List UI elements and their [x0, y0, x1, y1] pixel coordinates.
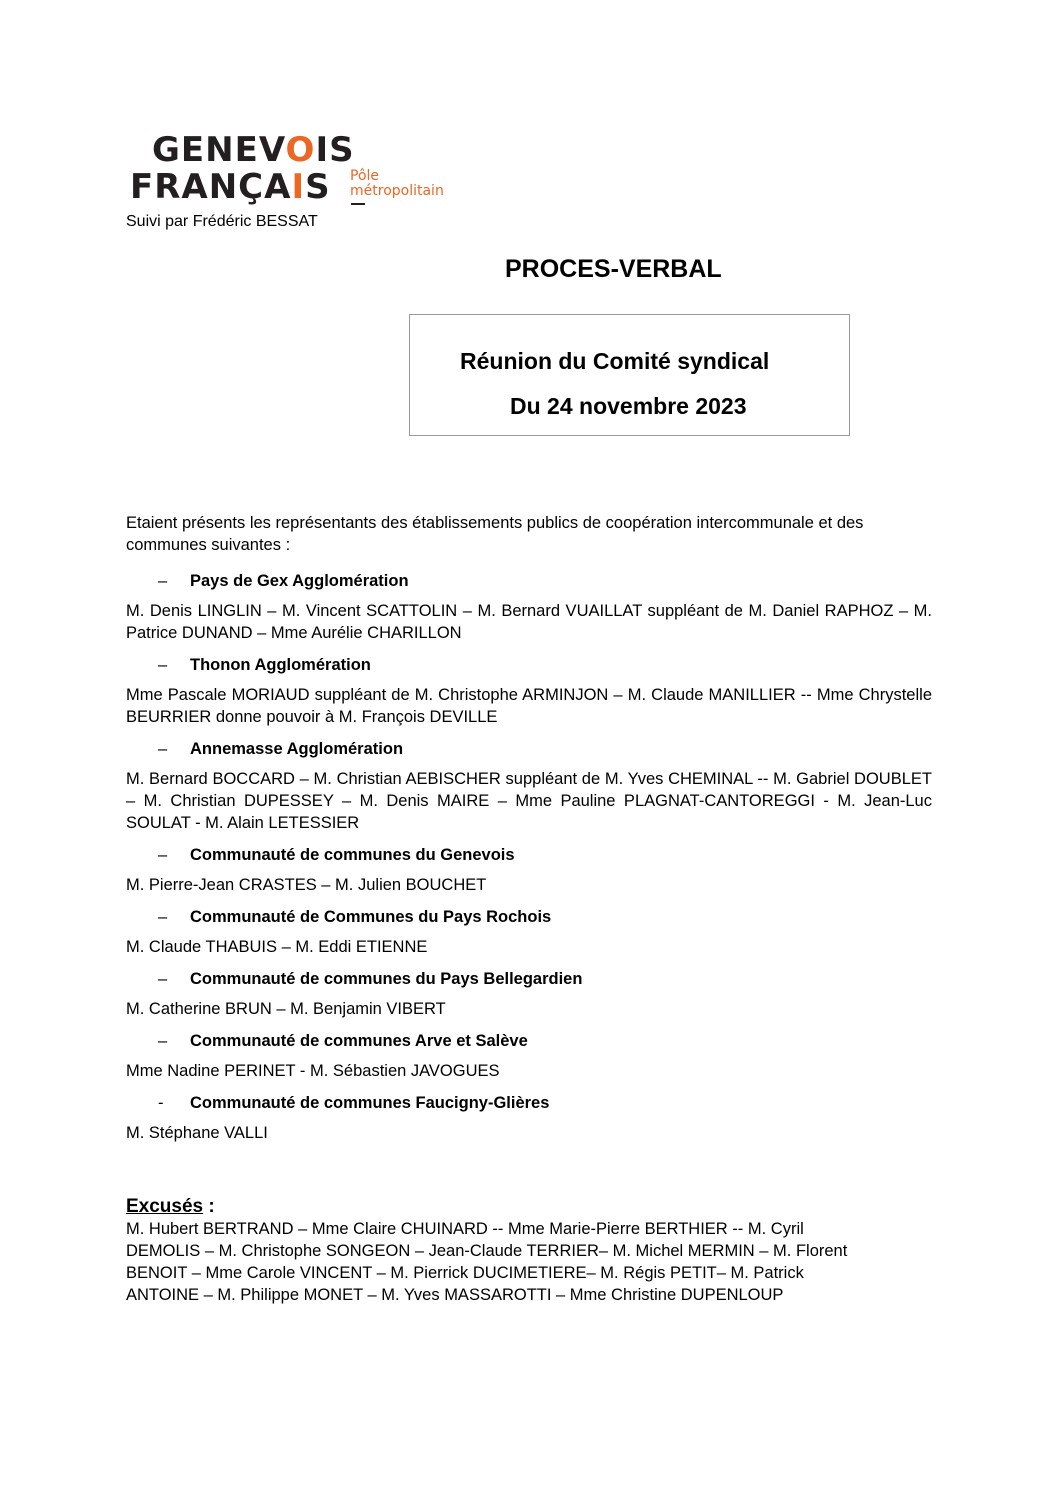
meeting-name: Réunion du Comité syndical	[460, 348, 770, 374]
section-heading	[158, 1092, 932, 1114]
document-body	[126, 512, 932, 1306]
bullet-dash: –	[158, 846, 168, 864]
section-heading	[158, 738, 932, 760]
section-members: M. Catherine BRUN – M. Benjamin VIBERT	[126, 1000, 446, 1018]
section-heading	[158, 906, 932, 928]
section-pays-de-gex	[126, 570, 932, 644]
logo-dash	[351, 203, 365, 205]
section-faucigny-glieres	[126, 1092, 932, 1144]
section-members: Mme Pascale MORIAUD suppléant de M. Christophe ARMINJON – M. Claude MANILLIER -- Mme Chrystelle BEURRIER donne pouvoir à M. François DEVILLE	[126, 686, 932, 726]
section-title: Annemasse Agglomération	[190, 740, 404, 758]
bullet-dash: –	[158, 970, 168, 988]
section-annemasse	[126, 738, 932, 834]
section-heading	[158, 1030, 932, 1052]
section-arve-et-saleve	[126, 1030, 932, 1082]
bullet-dash: –	[158, 656, 168, 674]
section-title: Communauté de communes du Genevois	[190, 846, 515, 864]
genevois-francais-logo	[130, 130, 460, 213]
intro-paragraph: Etaient présents les représentants des établissements publics de coopération intercommunale et des communes suivantes :	[126, 514, 864, 554]
section-heading	[158, 654, 932, 676]
excused-heading: Excusés :	[126, 1196, 215, 1217]
excused-list	[126, 1218, 932, 1306]
section-title: Communauté de communes Arve et Salève	[190, 1032, 528, 1050]
followed-by: Suivi par Frédéric BESSAT	[126, 213, 318, 230]
excused-line: BENOIT – Mme Carole VINCENT – M. Pierrick DUCIMETIERE– M. Régis PETIT– M. Patrick	[126, 1264, 804, 1282]
logo-tagline: Pôle métropolitain	[350, 168, 444, 199]
section-members: M. Bernard BOCCARD – M. Christian AEBISCHER suppléant de M. Yves CHEMINAL -- M. Gabriel DOUBLET – M. Christian DUPESSEY – M. Denis MAIRE – Mme Pauline PLAGNAT-CANTOREGGI - M. Jean-Luc SOULAT - M. Alain LETESSIER	[126, 770, 932, 832]
section-title: Communauté de Communes du Pays Rochois	[190, 908, 552, 926]
section-title: Pays de Gex Agglomération	[190, 572, 409, 590]
meeting-box	[409, 314, 850, 436]
bullet-dash: –	[158, 1032, 168, 1050]
section-heading	[158, 844, 932, 866]
logo-line-1: GENEVOIS	[152, 130, 355, 170]
section-title: Thonon Agglomération	[190, 656, 371, 674]
section-pays-bellegardien	[126, 968, 932, 1020]
section-title: Communauté de communes Faucigny-Glières	[190, 1094, 550, 1112]
meeting-date: Du 24 novembre 2023	[510, 393, 747, 419]
section-genevois	[126, 844, 932, 896]
bullet-dash: –	[158, 740, 168, 758]
document-title: PROCES-VERBAL	[505, 255, 722, 283]
bullet-dash: –	[158, 908, 168, 926]
excused-line: M. Hubert BERTRAND – Mme Claire CHUINARD -- Mme Marie-Pierre BERTHIER -- M. Cyril	[126, 1220, 804, 1238]
section-members: M. Claude THABUIS – M. Eddi ETIENNE	[126, 938, 428, 956]
section-thonon	[126, 654, 932, 728]
section-members: M. Pierre-Jean CRASTES – M. Julien BOUCHET	[126, 876, 487, 894]
section-members: M. Denis LINGLIN – M. Vincent SCATTOLIN – M. Bernard VUAILLAT suppléant de M. Daniel RAPHOZ – M. Patrice DUNAND – Mme Aurélie CHARILLON	[126, 602, 932, 642]
section-title: Communauté de communes du Pays Bellegardien	[190, 970, 583, 988]
excused-line: ANTOINE – M. Philippe MONET – M. Yves MASSAROTTI – Mme Christine DUPENLOUP	[126, 1286, 784, 1304]
bullet-dash: –	[158, 572, 168, 590]
excused-line: DEMOLIS – M. Christophe SONGEON – Jean-Claude TERRIER– M. Michel MERMIN – M. Florent	[126, 1242, 848, 1260]
section-heading	[158, 570, 932, 592]
section-heading	[158, 968, 932, 990]
excused-section	[126, 1196, 932, 1306]
bullet-dash: -	[158, 1094, 164, 1112]
logo-line-2: FRANÇAIS	[130, 167, 331, 207]
section-members: M. Stéphane VALLI	[126, 1124, 268, 1142]
section-members: Mme Nadine PERINET - M. Sébastien JAVOGUES	[126, 1062, 500, 1080]
section-pays-rochois	[126, 906, 932, 958]
